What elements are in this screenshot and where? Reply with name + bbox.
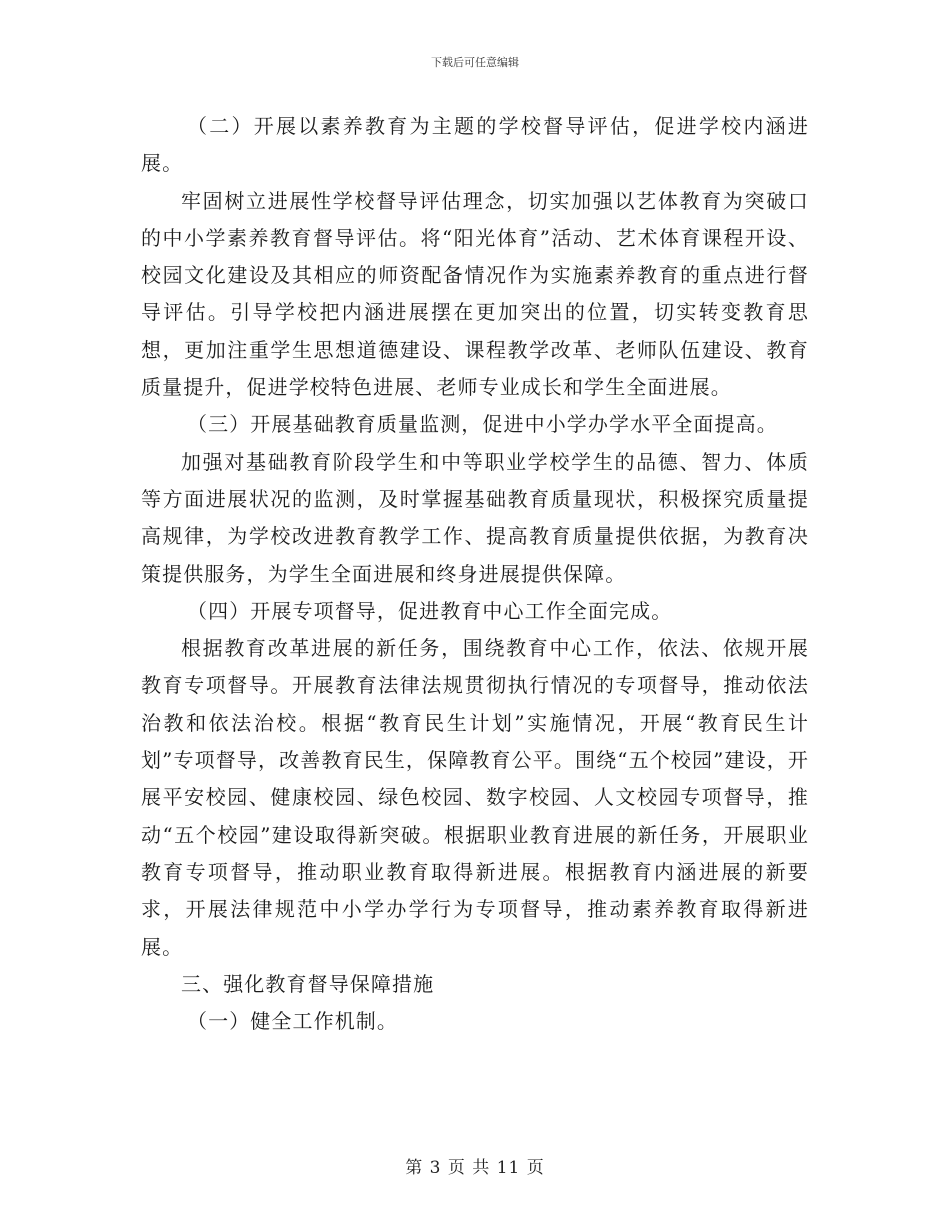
page-header: 下载后可任意编辑 (431, 56, 519, 69)
body-paragraph: 根据教育改革进展的新任务，围绕教育中心工作，依法、依规开展教育专项督导。开展教育法律法规贯彻执行情况的专项督导，推动依法治教和依法治校。根据“教育民生计划”实施情况，开展“教育民生计划”专项督导，改善教育民生，保障教育公平。围绕“五个校园”建设，开展平安校园、健康校园、绿色校园、数字校园、人文校园专项督导，推动“五个校园”建设取得新突破。根据职业教育进展的新任务，开展职业教育专项督导，推动职业教育取得新进展。根据教育内涵进展的新要求，开展法律规范中小学办学行为专项督导，推动素养教育取得新进展。 (141, 636, 809, 959)
document-body (141, 108, 809, 1040)
section-heading-3: （三）开展基础教育质量监测，促进中小学办学水平全面提高。 (187, 412, 778, 437)
section-heading-2: （二）开展以素养教育为主题的学校督导评估，促进学校内涵进展。 (141, 114, 809, 176)
body-paragraph: 加强对基础教育阶段学生和中等职业学校学生的品德、智力、体质等方面进展状况的监测，及时掌握基础教育质量现状，积极探究质量提高规律，为学校改进教育教学工作、提高教育质量提供依据，为教育决策提供服务，为学生全面进展和终身进展提供保障。 (141, 449, 809, 586)
page-number-footer: 第 3 页 共 11 页 (405, 1158, 545, 1178)
body-paragraph: 牢固树立进展性学校督导评估理念，切实加强以艺体教育为突破口的中小学素养教育督导评估。将“阳光体育”活动、艺术体育课程开设、校园文化建设及其相应的师资配备情况作为实施素养教育的重点进行督导评估。引导学校把内涵进展摆在更加突出的位置，切实转变教育思想，更加注重学生思想道德建设、课程教学改革、老师队伍建设、教育质量提升，促进学校特色进展、老师专业成长和学生全面进展。 (141, 188, 809, 400)
chapter-heading: 三、强化教育督导保障措施 (181, 971, 435, 996)
section-heading-1: （一）健全工作机制。 (187, 1009, 398, 1034)
section-heading-4: （四）开展专项督导，促进教育中心工作全面完成。 (187, 598, 673, 623)
